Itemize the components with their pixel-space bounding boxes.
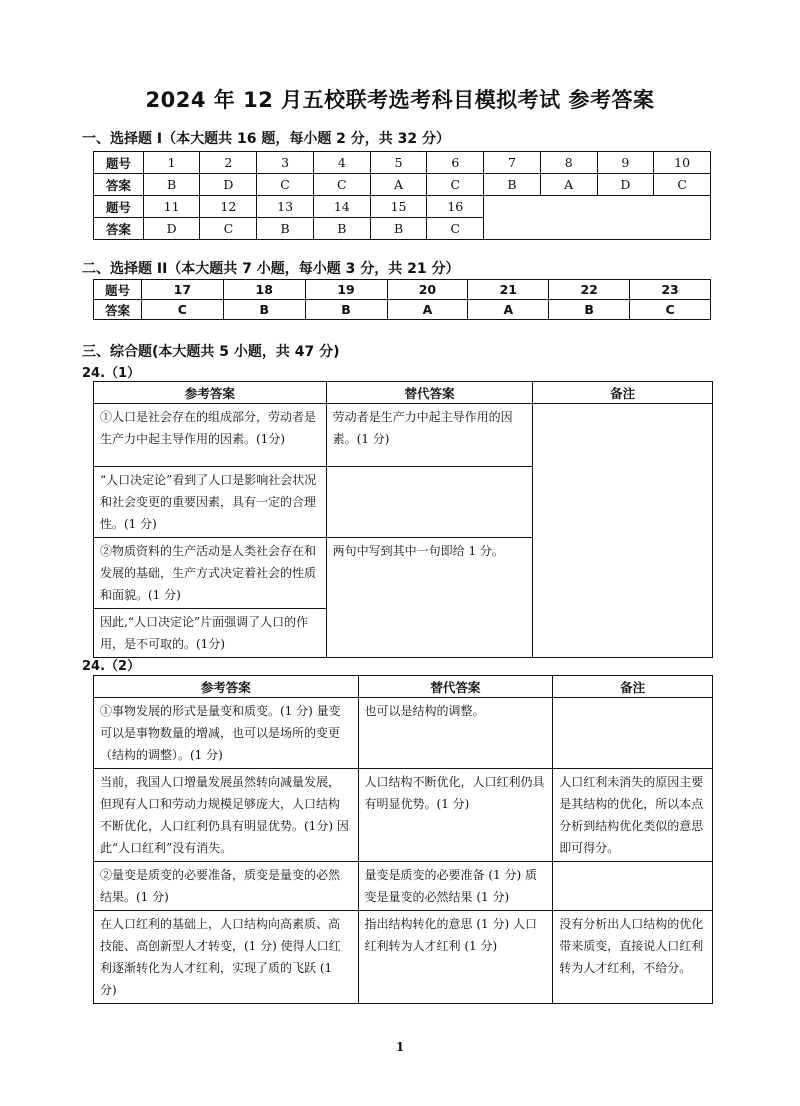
notes-cell xyxy=(533,404,713,658)
answer-cell: C xyxy=(427,218,484,240)
question-number: 3 xyxy=(257,152,314,174)
question-number: 16 xyxy=(427,196,484,218)
answer-cell: C xyxy=(427,174,484,196)
answer-cell: C xyxy=(200,218,257,240)
section3-heading: 三、综合题(本大题共 5 小题，共 47 分) xyxy=(82,344,340,360)
question-number: 7 xyxy=(484,152,541,174)
question-number: 9 xyxy=(597,152,654,174)
q24-1-table xyxy=(93,381,713,658)
page-title: 2024 年 12 月五校联考选考科目模拟考试 参考答案 xyxy=(145,88,655,112)
q24-2-table xyxy=(93,675,713,1004)
reference-answer: 因此,“人口决定论”片面强调了人口的作用，是不可取的。(1分) xyxy=(94,609,327,658)
question-number: 12 xyxy=(200,196,257,218)
question-number: 13 xyxy=(257,196,314,218)
table-row xyxy=(94,911,713,1004)
page-number: 1 xyxy=(395,1040,405,1054)
question-number: 6 xyxy=(427,152,484,174)
question-number: 18 xyxy=(223,280,305,300)
question-number: 8 xyxy=(540,152,597,174)
question-number: 19 xyxy=(305,280,387,300)
notes-cell xyxy=(553,698,713,769)
question-number: 2 xyxy=(200,152,257,174)
answer-cell: C xyxy=(313,174,370,196)
question-24-2-label: 24.（2） xyxy=(82,659,141,674)
alternative-answer: 也可以是结构的调整。 xyxy=(358,698,553,769)
answer-cell: D xyxy=(143,218,200,240)
col-header-notes: 备注 xyxy=(533,382,713,404)
table-row xyxy=(94,404,713,467)
alternative-answer: 两句中写到其中一句即给 1 分。 xyxy=(326,538,533,658)
reference-answer: ①人口是社会存在的组成部分，劳动者是生产力中起主导作用的因素。(1分) xyxy=(94,404,327,467)
alternative-answer xyxy=(326,467,533,538)
table-header-row xyxy=(94,676,713,698)
answer-cell: C xyxy=(141,300,223,320)
section2-heading: 二、选择题 II（本大题共 7 小题，每小题 3 分，共 21 分） xyxy=(82,261,460,277)
question-number: 10 xyxy=(654,152,711,174)
answer-cell: B xyxy=(257,218,314,240)
answer-cell: B xyxy=(370,218,427,240)
table-header-row xyxy=(94,382,713,404)
table-row xyxy=(94,152,711,174)
table-row xyxy=(94,174,711,196)
reference-answer: ②物质资料的生产活动是人类社会存在和发展的基础，生产方式决定着社会的性质和面貌。(1 分) xyxy=(94,538,327,609)
row-label-answer: 答案 xyxy=(94,174,144,196)
answer-cell: B xyxy=(313,218,370,240)
answer-cell: B xyxy=(143,174,200,196)
col-header-notes: 备注 xyxy=(553,676,713,698)
answer-cell: B xyxy=(549,300,630,320)
question-number: 15 xyxy=(370,196,427,218)
col-header-reference: 参考答案 xyxy=(94,382,327,404)
table-row xyxy=(94,698,713,769)
alternative-answer: 人口结构不断优化，人口红利仍具有明显优势。(1 分) xyxy=(358,769,553,862)
question-number: 14 xyxy=(313,196,370,218)
question-number: 11 xyxy=(143,196,200,218)
question-number: 4 xyxy=(313,152,370,174)
reference-answer: ①事物发展的形式是量变和质变。(1 分) 量变可以是事物数量的增减，也可以是场所的变更（结构的调整）。(1 分) xyxy=(94,698,359,769)
col-header-reference: 参考答案 xyxy=(94,676,359,698)
question-number: 23 xyxy=(630,280,711,300)
row-label-answer: 答案 xyxy=(94,218,144,240)
table-row xyxy=(94,862,713,911)
question-number: 21 xyxy=(468,280,549,300)
row-label-answer: 答案 xyxy=(94,300,142,320)
section1-heading: 一、选择题 I（本大题共 16 题，每小题 2 分，共 32 分） xyxy=(82,131,451,147)
answer-cell: B xyxy=(484,174,541,196)
notes-cell xyxy=(553,862,713,911)
reference-answer: ②量变是质变的必要准备，质变是量变的必然结果。(1 分) xyxy=(94,862,359,911)
notes-cell: 人口红利未消失的原因主要是其结构的优化，所以本点分析到结构优化类似的意思即可得分。 xyxy=(553,769,713,862)
row-label-number: 题号 xyxy=(94,196,144,218)
table-row xyxy=(94,280,711,300)
section2-table xyxy=(93,279,711,320)
question-number: 5 xyxy=(370,152,427,174)
answer-cell: D xyxy=(597,174,654,196)
empty-cell xyxy=(484,196,711,240)
question-24-1-label: 24.（1） xyxy=(82,366,141,381)
answer-cell: C xyxy=(654,174,711,196)
row-label-number: 题号 xyxy=(94,280,142,300)
question-number: 17 xyxy=(141,280,223,300)
col-header-alternative: 替代答案 xyxy=(326,382,533,404)
answer-cell: A xyxy=(370,174,427,196)
answer-cell: A xyxy=(540,174,597,196)
table-row xyxy=(94,196,711,218)
row-label-number: 题号 xyxy=(94,152,144,174)
table-row xyxy=(94,300,711,320)
alternative-answer: 劳动者是生产力中起主导作用的因素。(1 分) xyxy=(326,404,533,467)
question-number: 1 xyxy=(143,152,200,174)
col-header-alternative: 替代答案 xyxy=(358,676,553,698)
alternative-answer: 指出结构转化的意思 (1 分) 人口红利转为人才红利 (1 分) xyxy=(358,911,553,1004)
answer-cell: B xyxy=(305,300,387,320)
answer-cell: D xyxy=(200,174,257,196)
table-row xyxy=(94,769,713,862)
reference-answer: 在人口红利的基础上，人口结构向高素质、高技能、高创新型人才转变，(1 分) 使得人口红利逐渐转化为人才红利，实现了质的飞跃 (1 分) xyxy=(94,911,359,1004)
section1-table xyxy=(93,151,711,240)
answer-cell: C xyxy=(257,174,314,196)
question-number: 22 xyxy=(549,280,630,300)
alternative-answer: 量变是质变的必要准备 (1 分) 质变是量变的必然结果 (1 分) xyxy=(358,862,553,911)
answer-cell: B xyxy=(223,300,305,320)
answer-cell: A xyxy=(387,300,468,320)
answer-cell: A xyxy=(468,300,549,320)
reference-answer: “人口决定论”看到了人口是影响社会状况和社会变更的重要因素，具有一定的合理性。(1 分) xyxy=(94,467,327,538)
question-number: 20 xyxy=(387,280,468,300)
answer-cell: C xyxy=(630,300,711,320)
reference-answer: 当前，我国人口增量发展虽然转向减量发展，但现有人口和劳动力规模足够庞大，人口结构不断优化，人口红利仍具有明显优势。(1分) 因此“人口红利”没有消失。 xyxy=(94,769,359,862)
notes-cell: 没有分析出人口结构的优化带来质变，直接说人口红利转为人才红利，不给分。 xyxy=(553,911,713,1004)
